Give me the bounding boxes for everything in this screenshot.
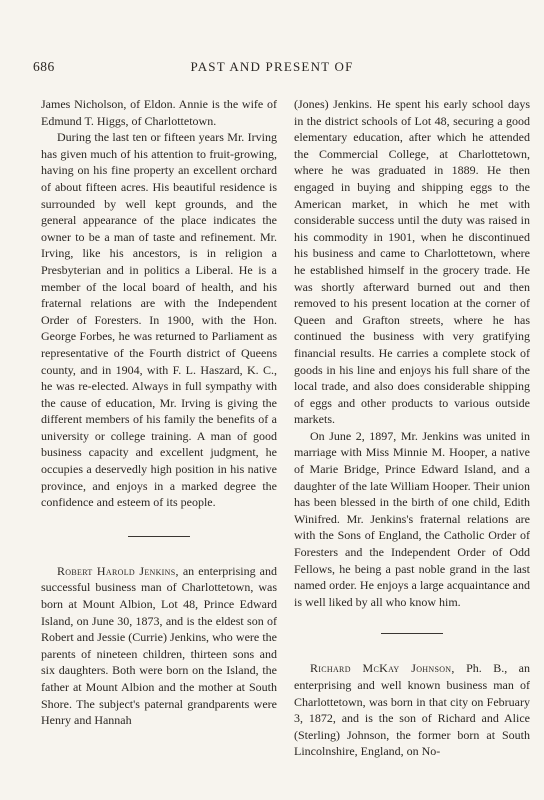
page-number: 686 (33, 59, 55, 74)
biography-johnson-intro (294, 660, 530, 760)
biography-name-jenkins: Robert Harold Jenkins, (57, 563, 179, 578)
running-title: PAST AND PRESENT OF (190, 59, 354, 74)
page-header (33, 59, 511, 75)
paragraph-irving-orchard: During the last ten or fifteen years Mr. Irving has given much of his attention to fruit-growing, having on his fine property an excellent orchard of about fifteen acres. His beautiful residence is surrounded by well kept grounds, and the general appearance of the place indicates the owner to be a man of taste and refinement. Mr. Irving, like his ancestors, is in religion a Presbyterian and in politics a Liberal. He is a member of the local board of health, and his fraternal relations are with the Independent Order of Foresters. In 1900, with the Hon. George Forbes, he was returned to Parliament as representative of the Fourth district of Queens county, and in 1904, with F. L. Haszard, K. C., he was re-elected. Always in full sympathy with the cause of education, Mr. Irving is giving the different members of his family the benefits of a university or college training. A man of good business capacity and excellent judgment, he occupies a deservedly high position in his native province, and enjoys in a marked degree the confidence and esteem of its people. (41, 130, 277, 510)
biography-jenkins-intro (41, 563, 277, 729)
biography-text-johnson: Ph. B., an enterprising and well known business man of Charlottetown, was born in that city on February 3, 1872, and is the son of Richard and Alice (Sterling) Johnson, the former born at South Lincolnshire, England, on No- (294, 661, 530, 759)
biography-name-johnson: Richard McKay Johnson, (310, 661, 455, 676)
paragraph-jenkins-career: (Jones) Jenkins. He spent his early school days in the district schools of Lot 48, securing a good elementary education, after which he attended the Commercial College, at Charlottetown, where he was graduated in 1889. He then engaged in buying and shipping eggs to the American market, in which he met with considerable success until the duty was raised in his commodity in 1901, when he discontinued his business and came to Charlottetown, where he established himself in the grocery trade. He was shortly afterward burned out and then removed to his present location at the corner of Queen and Grafton streets, where he has continued the business with very gratifying financial results. He carries a complete stock of goods in his line and enjoys his full share of the local trade, and also does considerable shipping of eggs and other products to various outside markets. (294, 97, 530, 427)
left-column (41, 96, 277, 729)
paragraph-jenkins-marriage: On June 2, 1897, Mr. Jenkins was united in marriage with Miss Minnie M. Hooper, a native of Marie Bridge, Prince Edward Island, and a daughter of the late William Hooper. Their union has been blessed in the birth of one child, Edith Winifred. Mr. Jenkins's fraternal relations are with the Sons of England, the Catholic Order of Foresters and the Independent Order of Odd Fellows, he being a past noble grand in the last named order. He enjoys a large acquaintance and is well liked by all who know him. (294, 428, 530, 609)
paragraph-continuation: James Nicholson, of Eldon. Annie is the wife of Edmund T. Higgs, of Charlottetown. (41, 97, 277, 128)
biography-text-jenkins: an enterprising and successful business man of Charlottetown, was born at Mount Albion, Lot 48, Prince Edward Island, on June 30, 1873, and is the eldest son of Robert and Jessie (Currie) Jenkins, who were the parents of nineteen children, thirteen sons and six daughters. Both were born on the Island, the father at Mount Albion and the mother at South Shore. The subject's paternal grandparents were Henry and Hannah (41, 563, 277, 728)
right-column (294, 96, 530, 760)
